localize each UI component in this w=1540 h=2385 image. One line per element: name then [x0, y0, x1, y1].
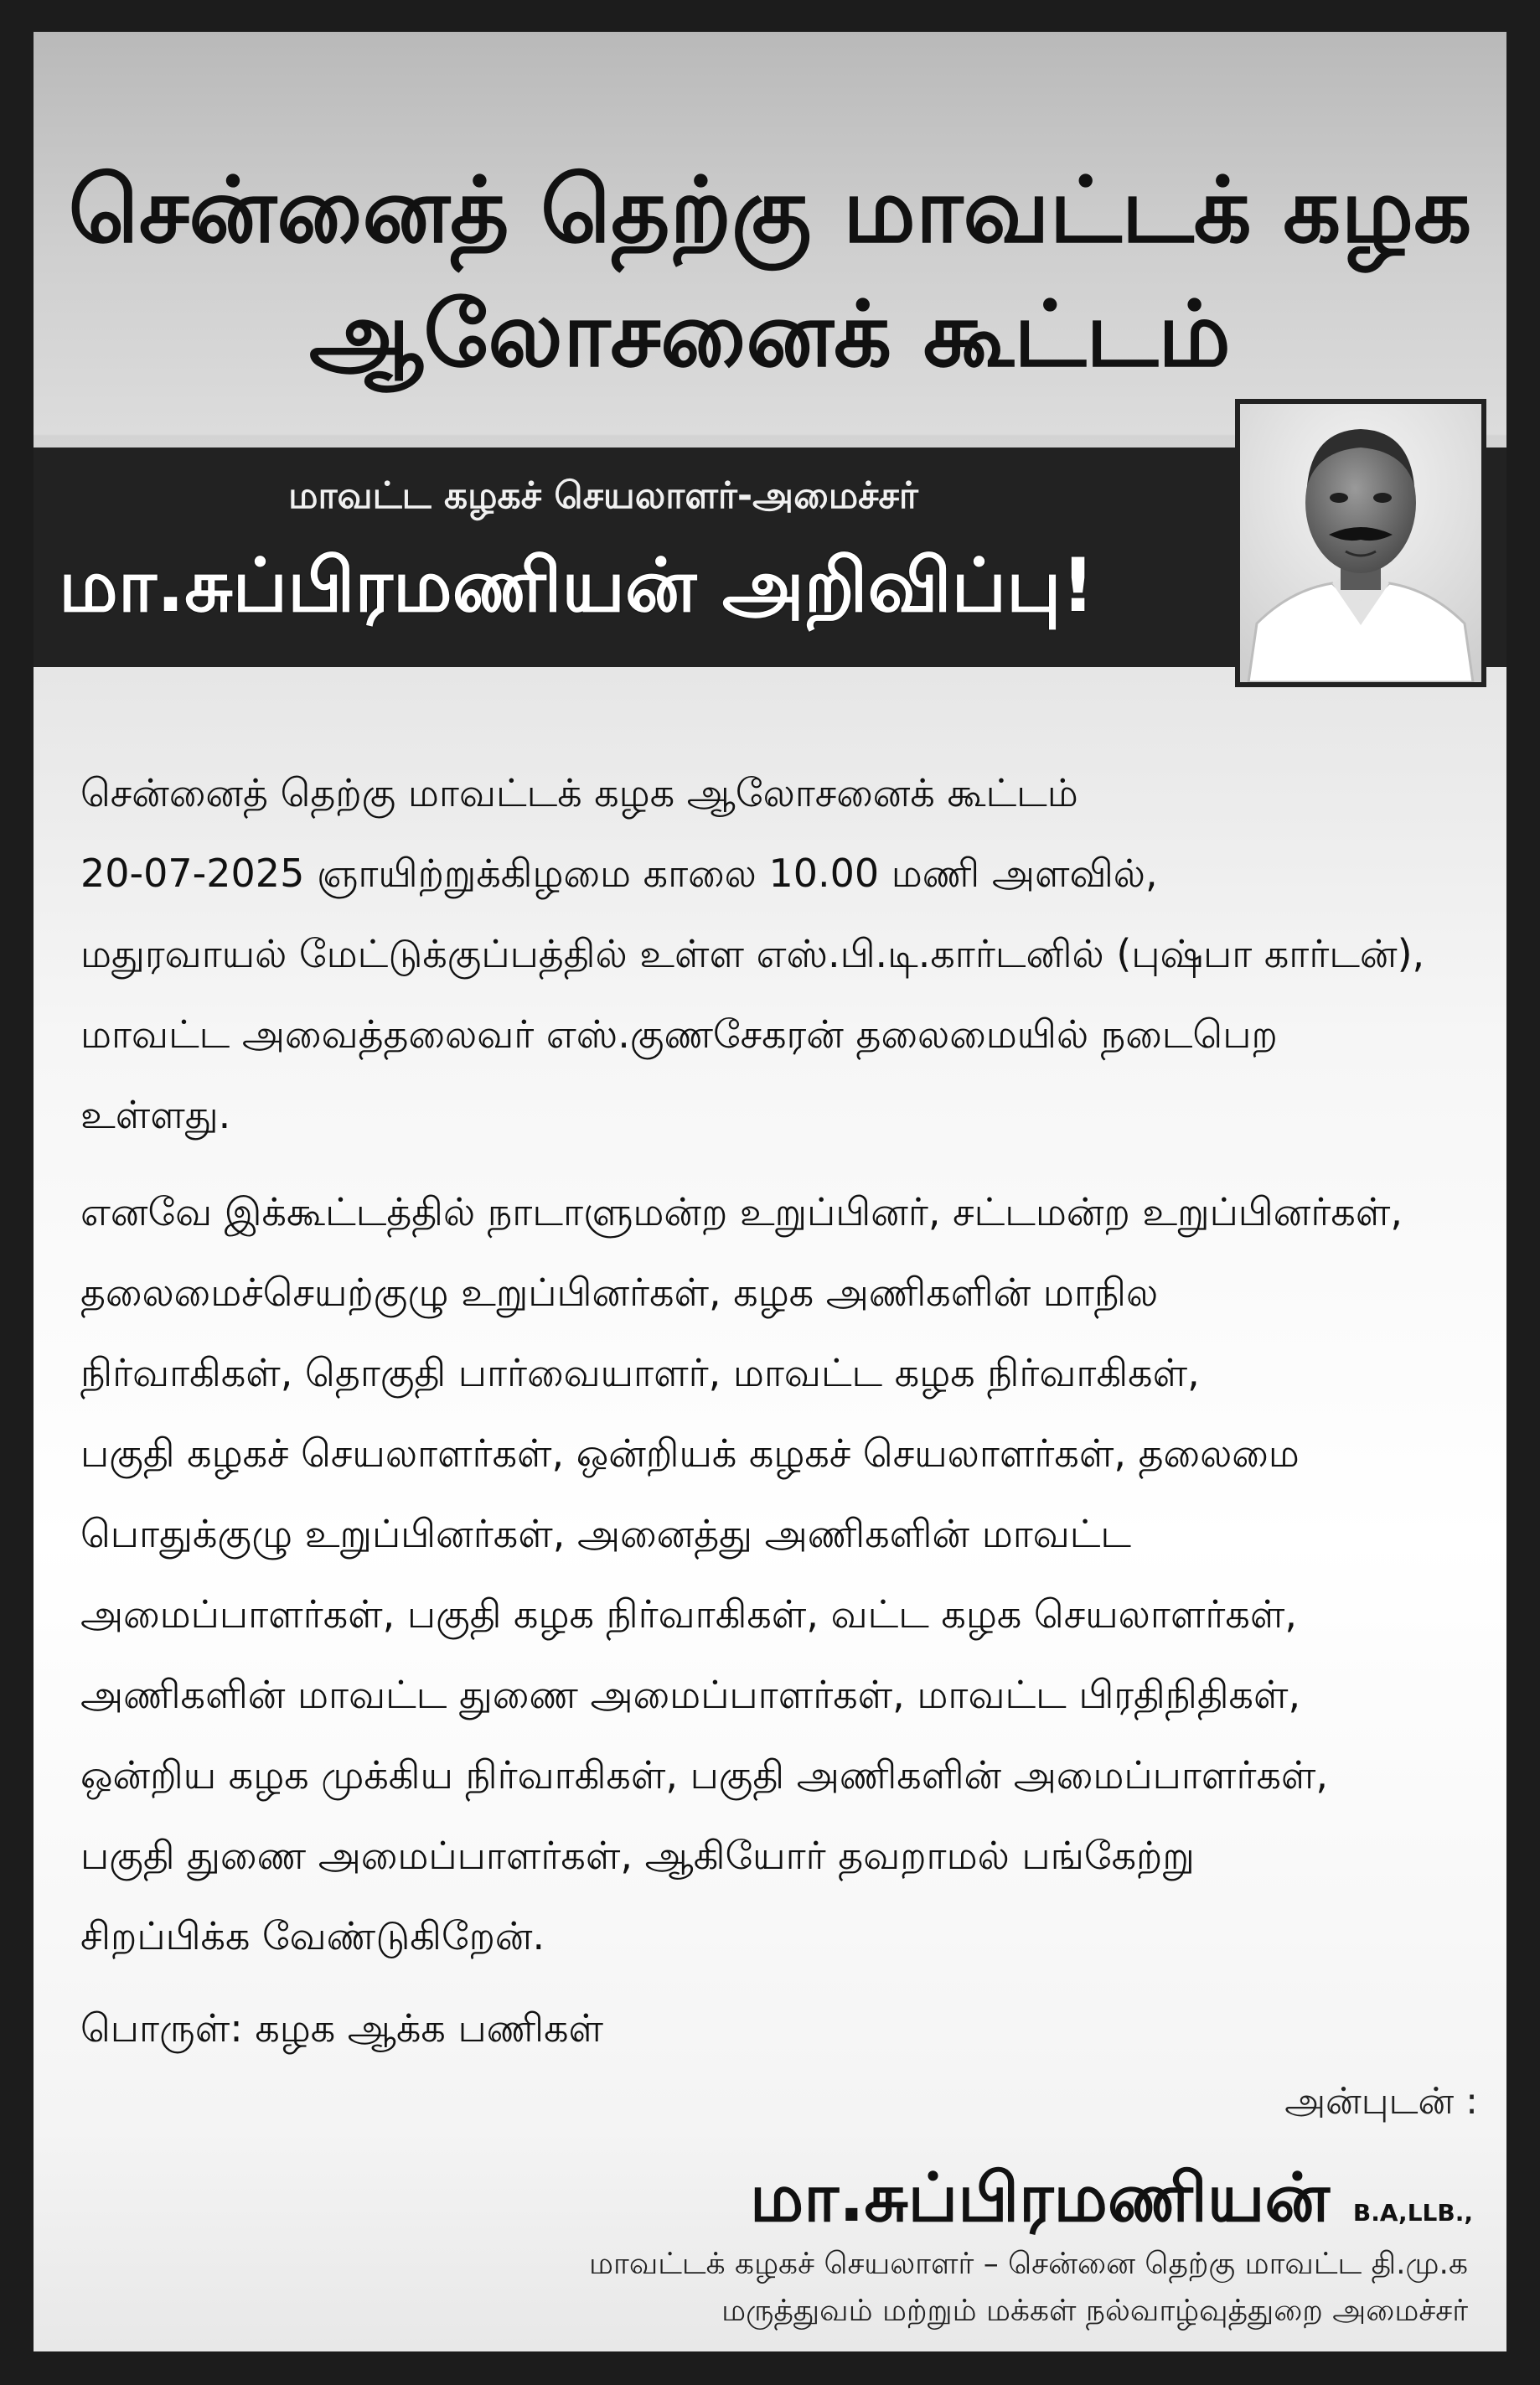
body-line: மாவட்ட அவைத்தலைவர் எஸ்.குணசேகரன் தலைமையில் நடைபெற — [80, 1011, 1278, 1057]
signatory-name: மா.சுப்பிரமணியன் — [749, 2159, 1331, 2237]
body-line: சிறப்பிக்க வேண்டுகிறேன். — [80, 1913, 545, 1958]
headline-line-1: சென்னைத் தெற்கு மாவட்டக் கழக — [68, 158, 1472, 263]
purpose-line: பொருள்: கழக ஆக்க பணிகள் — [80, 2005, 604, 2051]
paragraph-meeting-details — [80, 753, 1488, 1155]
banner-announcement: மா.சுப்பிரமணியன் அறிவிப்பு! — [59, 542, 1095, 629]
minister-photo — [1235, 399, 1486, 687]
body-line: தலைமைச்செயற்குழு உறுப்பினர்கள், கழக அணிகளின் மாநில — [80, 1270, 1159, 1315]
paragraph-invitees — [80, 1172, 1488, 1976]
body-line: அமைப்பாளர்கள், பகுதி கழக நிர்வாகிகள், வட்ட கழக செயலாளர்கள், — [80, 1591, 1297, 1637]
banner-designation: மாவட்ட கழகச் செயலாளர்-அமைச்சர் — [288, 474, 918, 517]
body-line: பகுதி கழகச் செயலாளர்கள், ஒன்றியக் கழகச் செயலாளர்கள், தலைமை — [80, 1430, 1300, 1476]
body-line: மதுரவாயல் மேட்டுக்குப்பத்தில் உள்ள எஸ்.பி.டி.கார்டனில் (புஷ்பா கார்டன்), — [80, 931, 1425, 976]
headline — [34, 149, 1506, 397]
body-line: 20-07-2025 ஞாயிற்றுக்கிழமை காலை 10.00 மணி அளவில், — [80, 851, 1158, 896]
signatory-degree: B.A,LLB., — [1352, 2199, 1473, 2227]
body-line: பொதுக்குழு உறுப்பினர்கள், அனைத்து அணிகளின் மாவட்ட — [80, 1511, 1132, 1556]
notice-panel — [34, 32, 1506, 2351]
body-line: அணிகளின் மாவட்ட துணை அமைப்பாளர்கள், மாவட்ட பிரதிநிதிகள், — [80, 1672, 1301, 1717]
body-line: எனவே இக்கூட்டத்தில் நாடாளுமன்ற உறுப்பினர், சட்டமன்ற உறுப்பினர்கள், — [80, 1189, 1403, 1234]
closing-greeting: அன்புடன் : — [1284, 2080, 1478, 2123]
signatory-title-2: மருத்துவம் மற்றும் மக்கள் நல்வாழ்வுத்துறை அமைச்சர் — [721, 2294, 1468, 2328]
headline-line-2: ஆலோசனைக் கூட்டம் — [309, 282, 1231, 387]
signatory-title-1: மாவட்டக் கழகச் செயலாளர் – சென்னை தெற்கு மாவட்ட தி.மு.க — [589, 2247, 1468, 2281]
portrait-image — [1240, 404, 1481, 682]
body-line: நிர்வாகிகள், தொகுதி பார்வையாளர், மாவட்ட கழக நிர்வாகிகள், — [80, 1350, 1200, 1395]
body-line: ஒன்றிய கழக முக்கிய நிர்வாகிகள், பகுதி அணிகளின் அமைப்பாளர்கள், — [80, 1752, 1329, 1798]
body-line: சென்னைத் தெற்கு மாவட்டக் கழக ஆலோசனைக் கூட்டம் — [80, 770, 1078, 815]
body-line: உள்ளது. — [80, 1092, 231, 1137]
notice-body — [80, 753, 1488, 2068]
body-line: பகுதி துணை அமைப்பாளர்கள், ஆகியோர் தவறாமல் பங்கேற்று — [80, 1833, 1195, 1878]
